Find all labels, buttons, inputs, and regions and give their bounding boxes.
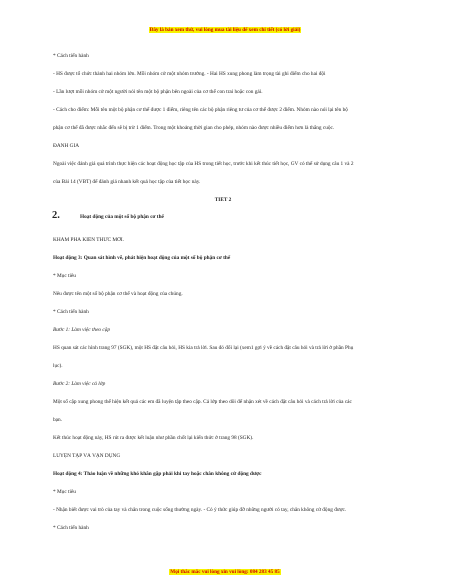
preview-banner	[0, 27, 450, 34]
paragraph-line: Nêu được tên một số bộ phận cơ thể và hoạt động của chúng.	[53, 291, 183, 297]
paragraph-line: - Lần lượt mỗi nhóm cử một người nói tên một bộ phận bên ngoài của cơ thể con trai hoặc con gái.	[53, 89, 263, 95]
paragraph-line: - HS được tổ chức thành hai nhóm lớn. Mỗi nhóm cử một nhóm trưởng. - Hai HS xung phong làm trọng tài ghi điểm cho hai đội	[53, 71, 326, 77]
contact-banner	[0, 569, 450, 576]
paragraph-line: bạn.	[53, 417, 62, 423]
paragraph-line: * Cách tiến hành	[53, 53, 89, 59]
paragraph-line: Một số cặp xung phong thể hiện kết quả các em đã luyện tập theo cặp. Cả lớp theo dõi để nhận xét về cách đặt câu hỏi và cách trả lời của các	[53, 399, 352, 405]
paragraph-line: * Mục tiêu	[53, 273, 76, 279]
paragraph-line: Ngoài việc đánh giá quá trình thực hiện các hoạt động học tập của HS trong tiết học, trước khi kết thúc tiết học, GV có thể sử dụng câu 1 và 2	[53, 161, 354, 167]
paragraph-line: * Mục tiêu	[53, 489, 76, 495]
paragraph-line: KHÁM PHÁ KIẾN THỨC MỚI.	[53, 237, 124, 243]
paragraph-line: - Nhận biết được vai trò của tay và chân trong cuộc sống thường ngày. - Có ý thức giúp đỡ những người có tay, chân không cử động được.	[53, 507, 347, 513]
paragraph-line: lục).	[53, 363, 63, 369]
paragraph-line: Hoạt động 4: Thảo luận về những khó khăn gặp phải khi tay hoặc chân không cử động được	[53, 471, 262, 477]
section-title: Hoạt động của một số bộ phận cơ thể	[80, 214, 164, 220]
paragraph-line: * Cách tiến hành	[53, 525, 89, 531]
paragraph-line: ĐÁNH GIÁ	[53, 143, 80, 149]
section-heading	[52, 211, 164, 221]
contact-banner-text: Mọi thắc mắc vui lòng xin vui lòng: 084 283 45 85	[170, 569, 280, 575]
paragraph-line: * Cách tiến hành	[53, 309, 89, 315]
paragraph-line: - Cách cho điểm: Mỗi tên một bộ phận cơ thể được 1 điểm, riêng tên các bộ phận riêng tư của cơ thể được 2 điểm. Nhóm nào nói lại tên bộ	[53, 107, 348, 113]
paragraph-line: Bước 2: Làm việc cả lớp	[53, 381, 106, 387]
section-number: 2.	[52, 210, 60, 221]
paragraph-line: của Bài 14 (VBT) để đánh giá nhanh kết quả học tập của tiết học này.	[53, 179, 201, 185]
paragraph-line: LUYỆN TẬP VÀ VẬN DỤNG	[53, 453, 121, 459]
paragraph-line: TIẾT 2	[214, 197, 232, 203]
paragraph-line: Kết thúc hoạt động này, HS rút ra được kết luận như phần chốt lại kiến thức ở trang 98 (SGK).	[53, 435, 254, 441]
paragraph-line: Bước 1: Làm việc theo cặp	[53, 327, 111, 333]
paragraph-line: Hoạt động 3: Quan sát hình vẽ, phát hiện hoạt động của một số bộ phận cơ thể	[53, 255, 231, 261]
preview-banner-text: Đây là bản xem thử, vui lòng mua tài liệu để xem chi tiết (có lời giải)	[149, 27, 301, 33]
paragraph-line: phận cơ thể đã được nhắc đến sẽ bị trừ 1 điểm. Trong một khoảng thời gian cho phép, nhóm nào được nhiều điểm hơn là thắng cuộc.	[53, 125, 335, 131]
paragraph-line: HS quan sát các hình trang 97 (SGK), một HS đặt câu hỏi, HS kia trả lời. Sau đó đổi lại (xem1 gợi ý về cách đặt câu hỏi và trả lời ở phần Phụ	[53, 345, 354, 351]
